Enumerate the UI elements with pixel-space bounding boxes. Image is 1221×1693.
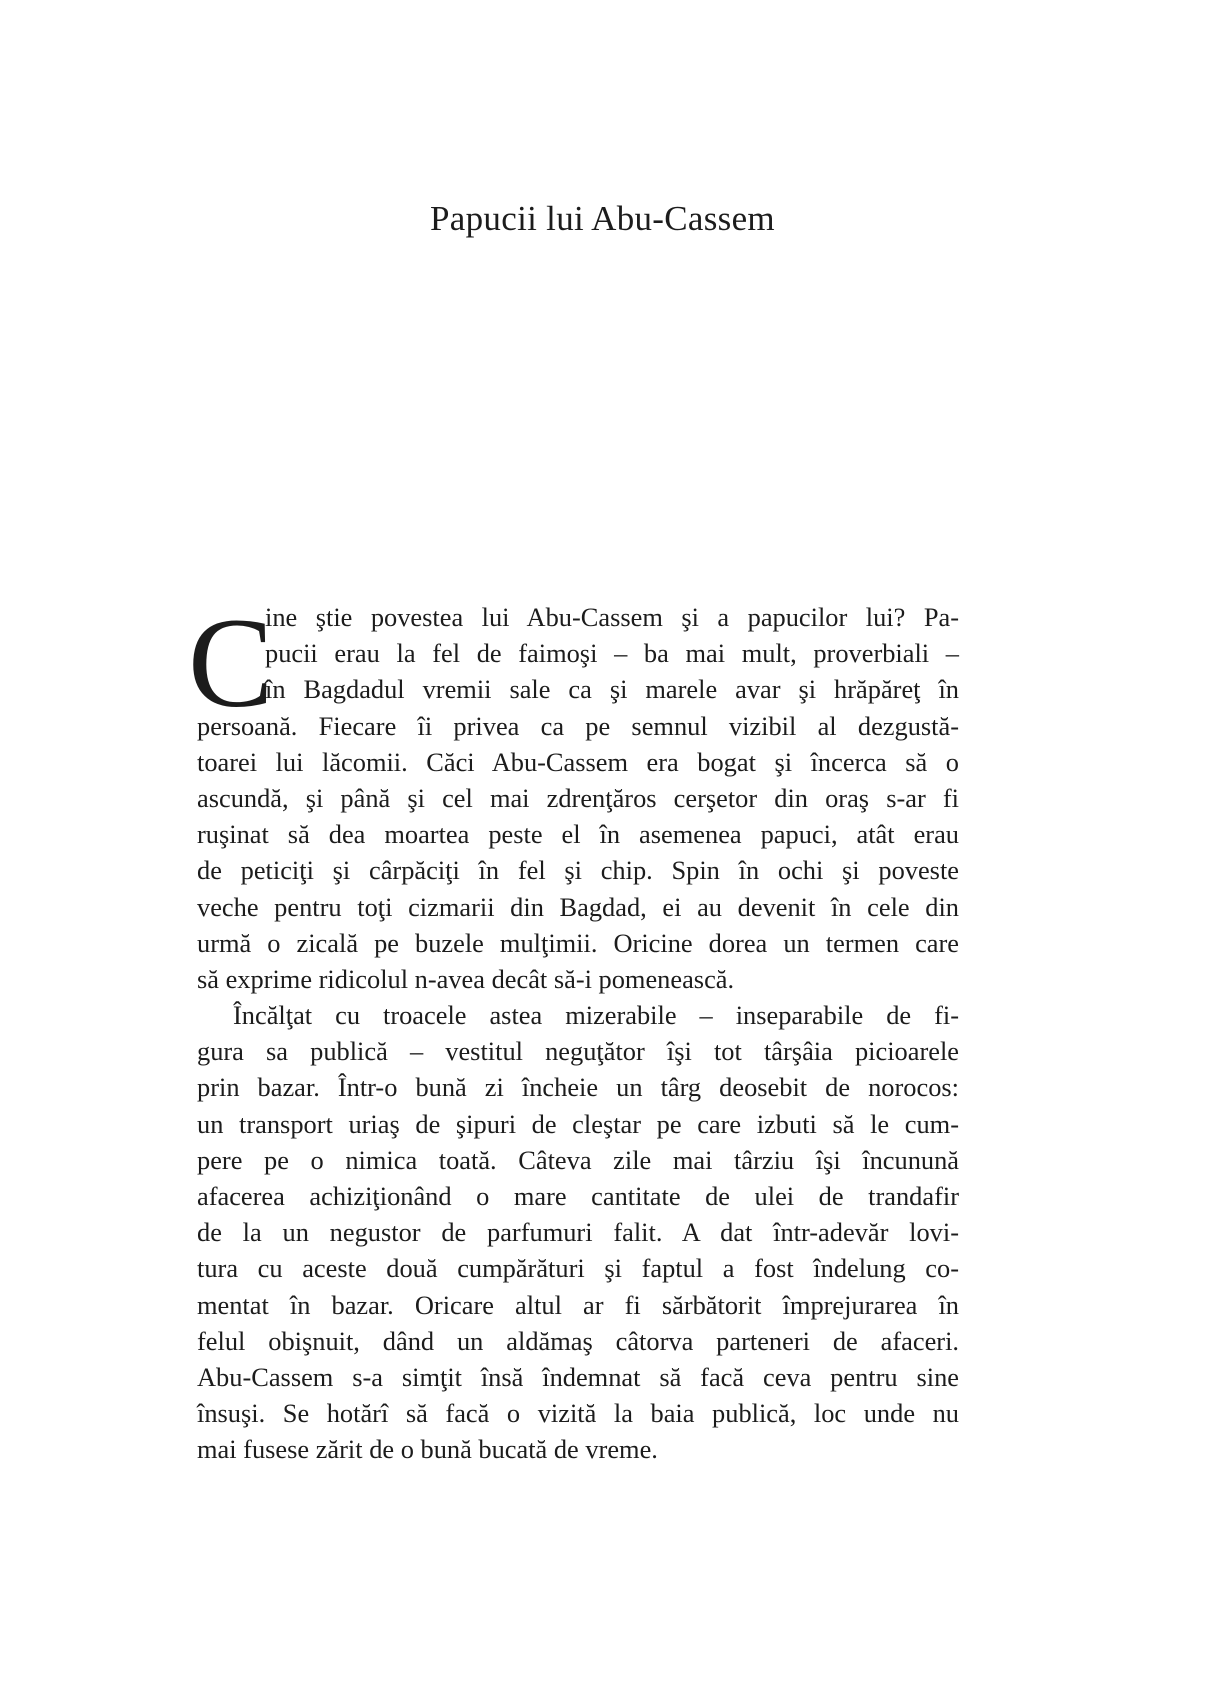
chapter-title: Papucii lui Abu-Cassem [430, 199, 775, 238]
text-line: veche pentru toţi cizmarii din Bagdad, ei au devenit în cele din [197, 891, 959, 922]
text-line: mentat în bazar. Oricare altul ar fi sărbătorit împrejurarea în [197, 1289, 959, 1320]
text-line: pucii erau la fel de faimoşi – ba mai mult, proverbiali – [265, 638, 959, 669]
paragraph-1 [197, 599, 959, 997]
text-line: tura cu aceste două cumpărături şi faptul a fost îndelung co- [197, 1253, 959, 1284]
text-line: toarei lui lăcomii. Căci Abu-Cassem era bogat şi încerca să o [197, 746, 959, 777]
text-line: să exprime ridicolul n-avea decât să-i pomenească. [197, 963, 735, 994]
text-line: afacerea achiziţionând o mare cantitate de ulei de trandafir [197, 1181, 959, 1211]
text-line: persoană. Fiecare îi privea ca pe semnul vizibil al dezgustă- [197, 710, 959, 741]
text-line: Încălţat cu troacele astea mizerabile – inseparabile de fi- [233, 1000, 959, 1031]
text-line: însuşi. Se hotărî să facă o vizită la baia publică, loc unde nu [197, 1398, 959, 1429]
text-line: urmă o zicală pe buzele mulţimii. Oricine dorea un termen care [197, 927, 959, 958]
text-line: gura sa publică – vestitul neguţător îşi tot târşâia picioarele [197, 1036, 959, 1067]
text-line: ruşinat să dea moartea peste el în asemenea papuci, atât erau [197, 819, 959, 850]
text-line: pere pe o nimica toată. Câteva zile mai târziu îşi încunună [197, 1144, 959, 1175]
text-line: mai fusese zărit de o bună bucată de vreme. [197, 1434, 658, 1465]
text-line: în Bagdadul vremii sale ca şi marele avar şi hrăpăreţ în [265, 674, 959, 705]
text-line: de peticiţi şi cârpăciţi în fel şi chip. Spin în ochi şi poveste [197, 855, 959, 886]
text-line: prin bazar. Într-o bună zi încheie un târg deosebit de norocos: [197, 1072, 959, 1103]
paragraph-2 [197, 997, 959, 1467]
text-line: de la un negustor de parfumuri falit. A dat într-adevăr lovi- [197, 1217, 959, 1248]
text-line: un transport uriaş de şipuri de cleştar pe care izbuti să le cum- [197, 1108, 959, 1139]
text-line: ine ştie povestea lui Abu-Cassem şi a papucilor lui? Pa- [265, 602, 959, 632]
text-line: ascundă, şi până şi cel mai zdrenţăros cerşetor din oraş s-ar fi [197, 782, 959, 813]
text-line: Abu-Cassem s-a simţit însă îndemnat să facă ceva pentru sine [197, 1361, 959, 1392]
body-text [188, 592, 959, 1468]
text-line: felul obişnuit, dând un aldămaş câtorva parteneri de afaceri. [197, 1325, 959, 1356]
drop-cap: C [188, 592, 274, 734]
